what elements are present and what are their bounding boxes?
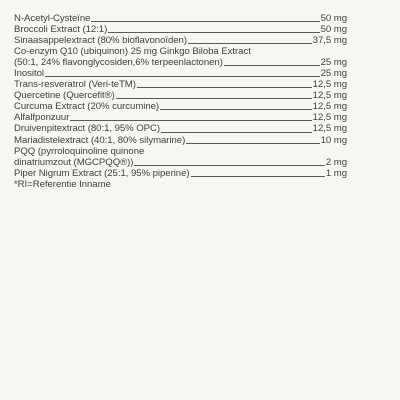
ingredient-amount: 37,5 mg: [312, 35, 347, 47]
ingredient-name: Trans-resveratrol (Veri-teTM): [14, 79, 136, 91]
leader-line: [70, 120, 311, 121]
ingredient-name: Quercetine (Quercefit®): [14, 90, 115, 102]
ingredient-name: N-Acetyl-Cysteïne: [14, 13, 91, 24]
ingredient-name-continued: dinatriumzout (MGCPQQ®)): [14, 156, 134, 168]
ingredient-amount: 25 mg: [320, 57, 347, 69]
ingredient-name: Piper Nigrum Extract (25:1, 95% piperine): [14, 167, 190, 179]
ingredient-name: Sinaasappelextract (80% bioflavonoïden): [14, 35, 187, 47]
ingredient-name: Broccoli Extract (12:1): [14, 24, 108, 36]
ingredient-name: Druivenpitextract (80:1, 95% OPC): [14, 123, 161, 135]
ingredient-name-continued: (50:1, 24% flavonglycosiden,6% terpeenlactonen): [14, 57, 223, 69]
footnote: *RI=Referentie Inname: [14, 178, 111, 190]
ingredient-amount: 25 mg: [320, 68, 347, 80]
leader-line: [188, 43, 312, 44]
ingredient-row: [14, 135, 347, 146]
ingredient-name: Curcuma Extract (20% curcumine): [14, 101, 160, 113]
ingredient-row: [14, 24, 347, 35]
ingredient-name: Mariadistelextract (40:1, 80% silymarine): [14, 134, 186, 146]
ingredient-amount: 2 mg: [325, 156, 347, 168]
leader-line: [224, 65, 320, 66]
leader-line: [134, 165, 324, 166]
ingredient-amount: 10 mg: [320, 134, 347, 146]
leader-line: [91, 21, 319, 22]
ingredient-row: [14, 13, 347, 24]
ingredient-row: [14, 101, 347, 112]
ingredient-row: [14, 146, 347, 168]
ingredient-amount: 12,5 mg: [312, 79, 347, 91]
ingredient-row: [14, 35, 347, 46]
ingredient-name: Co-enzym Q10 (ubiquinon) 25 mg Ginkgo Biloba Extract: [14, 46, 251, 58]
ingredient-row: [14, 46, 347, 68]
ingredient-amount: 12,5 mg: [312, 101, 347, 113]
ingredient-amount: 12,5 mg: [312, 112, 347, 124]
ingredient-amount: 12,5 mg: [312, 90, 347, 102]
ingredient-name: Inositol: [14, 68, 44, 80]
ingredient-row: [14, 112, 347, 123]
ingredient-row: [14, 123, 347, 134]
ingredient-row: [14, 168, 347, 179]
ingredient-amount: 50 mg: [320, 24, 347, 36]
leader-line: [191, 176, 325, 177]
ingredient-amount: 1 mg: [325, 167, 347, 179]
ingredient-row: [14, 90, 347, 101]
leader-line: [186, 143, 319, 144]
ingredient-name: PQQ (pyrroloquinoline quinone: [14, 145, 145, 157]
leader-line: [116, 98, 312, 99]
ingredient-last-line: [14, 157, 347, 168]
leader-line: [45, 76, 320, 77]
ingredient-row: [14, 79, 347, 90]
leader-line: [161, 132, 312, 133]
leader-line: [137, 87, 312, 88]
leader-line: [108, 32, 319, 33]
ingredient-row: [14, 68, 347, 79]
ingredient-amount: 50 mg: [320, 13, 347, 24]
ingredient-name: Alfalfponzuur: [14, 112, 70, 124]
ingredient-sheet: [14, 13, 347, 190]
ingredient-last-line: [14, 57, 347, 68]
ingredient-amount: 12,5 mg: [312, 123, 347, 135]
leader-line: [160, 109, 312, 110]
